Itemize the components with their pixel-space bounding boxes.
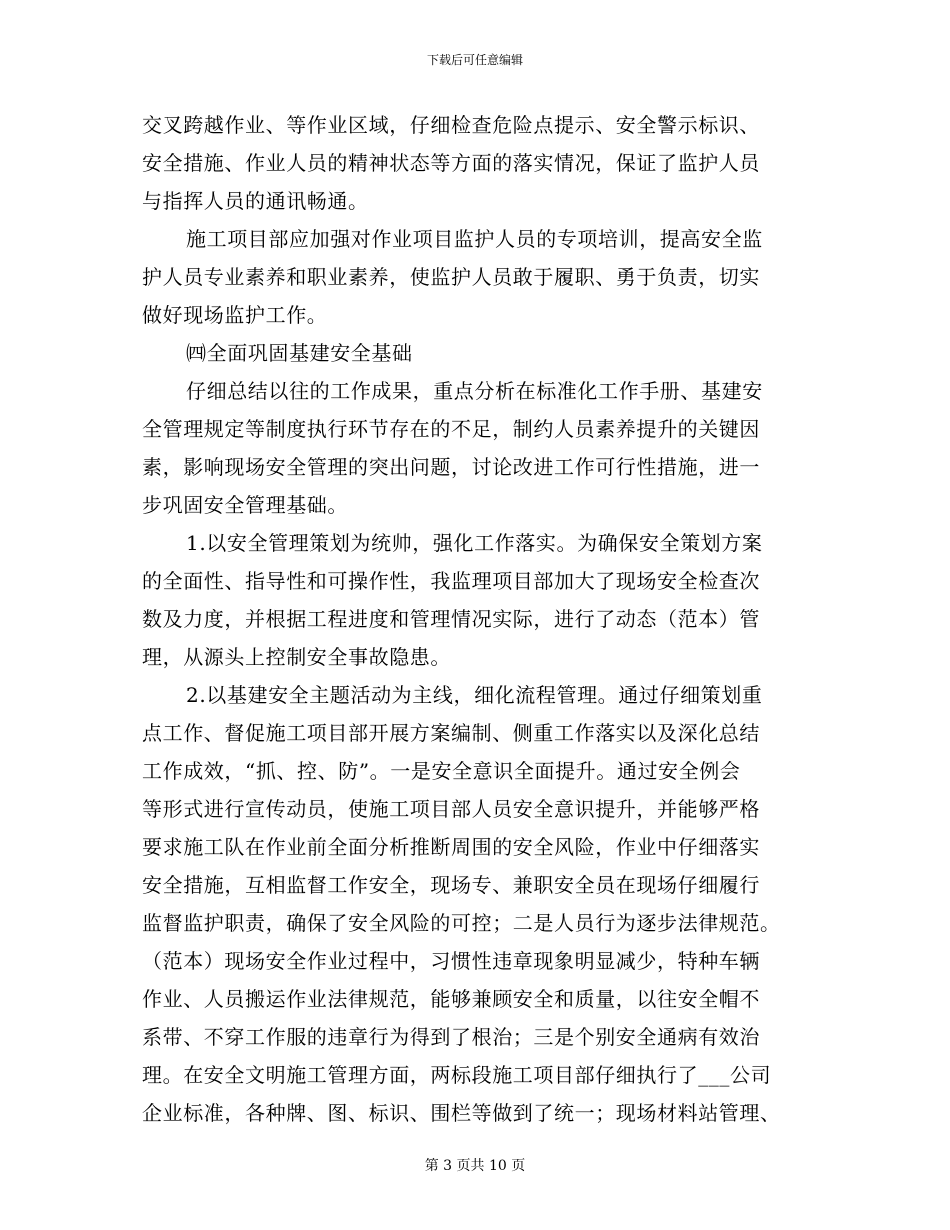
text-line: 安全措施，互相监督工作安全，现场专、兼职安全员在现场仔细履行 (142, 873, 760, 897)
text-line: 企业标准，各种牌、图、标识、围栏等做到了统一；现场材料站管理、 (142, 1101, 781, 1125)
text-line: 全管理规定等制度执行环节存在的不足，制约人员素养提升的关键因 (142, 417, 760, 441)
text-line: 与指挥人员的通讯畅通。 (142, 189, 369, 213)
text-line: 要求施工队在作业前全面分析推断周围的安全风险，作业中仔细落实 (142, 835, 760, 859)
text-line: 系带、不穿工作服的违章行为得到了根治；三是个别安全通病有效治 (142, 1025, 760, 1049)
text-line: 作业、人员搬运作业法律规范，能够兼顾安全和质量，以往安全帽不 (142, 987, 760, 1011)
text-line: 安全措施、作业人员的精神状态等方面的落实情况，保证了监护人员 (142, 151, 760, 175)
text-line: 做好现场监护工作。 (142, 303, 328, 327)
text-line: 施工项目部应加强对作业项目监护人员的专项培训，提高安全监 (186, 227, 763, 251)
text-line: 步巩固安全管理基础。 (142, 493, 348, 517)
text-line: 1.以安全管理策划为统帅，强化工作落实。为确保安全策划方案 (186, 531, 763, 555)
page-header: 下载后可任意编辑 (426, 53, 523, 67)
text-line: 2.以基建安全主题活动为主线，细化流程管理。通过仔细策划重 (186, 683, 763, 707)
text-line: 监督监护职责，确保了安全风险的可控；二是人员行为逐步法律规范。 (142, 911, 781, 935)
text-line: 交叉跨越作业、等作业区域，仔细检查危险点提示、安全警示标识、 (142, 113, 760, 137)
text-line: 理。在安全文明施工管理方面，两标段施工项目部仔细执行了___公司 (142, 1063, 772, 1087)
text-line: 护人员专业素养和职业素养，使监护人员敢于履职、勇于负责，切实 (142, 265, 760, 289)
text-line: 工作成效，“抓、控、防”。一是安全意识全面提升。通过安全例会 (142, 759, 741, 783)
text-line: ㈣全面巩固基建安全基础 (186, 341, 413, 365)
text-line: 等形式进行宣传动员，使施工项目部人员安全意识提升，并能够严格 (142, 797, 760, 821)
text-line: （范本）现场安全作业过程中，习惯性违章现象明显减少，特种车辆 (142, 949, 760, 973)
document-body (142, 106, 812, 1132)
text-line: 的全面性、指导性和可操作性，我监理项目部加大了现场安全检查次 (142, 569, 760, 593)
page-footer: 第 3 页共 10 页 (424, 1158, 526, 1174)
text-line: 点工作、督促施工项目部开展方案编制、侧重工作落实以及深化总结 (142, 721, 760, 745)
text-line: 仔细总结以往的工作成果，重点分析在标准化工作手册、基建安 (186, 379, 763, 403)
text-line: 数及力度，并根据工程进度和管理情况实际，进行了动态（范本）管 (142, 607, 760, 631)
text-line: 素，影响现场安全管理的突出问题，讨论改进工作可行性措施，进一 (142, 455, 760, 479)
text-line: 理，从源头上控制安全事故隐患。 (142, 645, 451, 669)
